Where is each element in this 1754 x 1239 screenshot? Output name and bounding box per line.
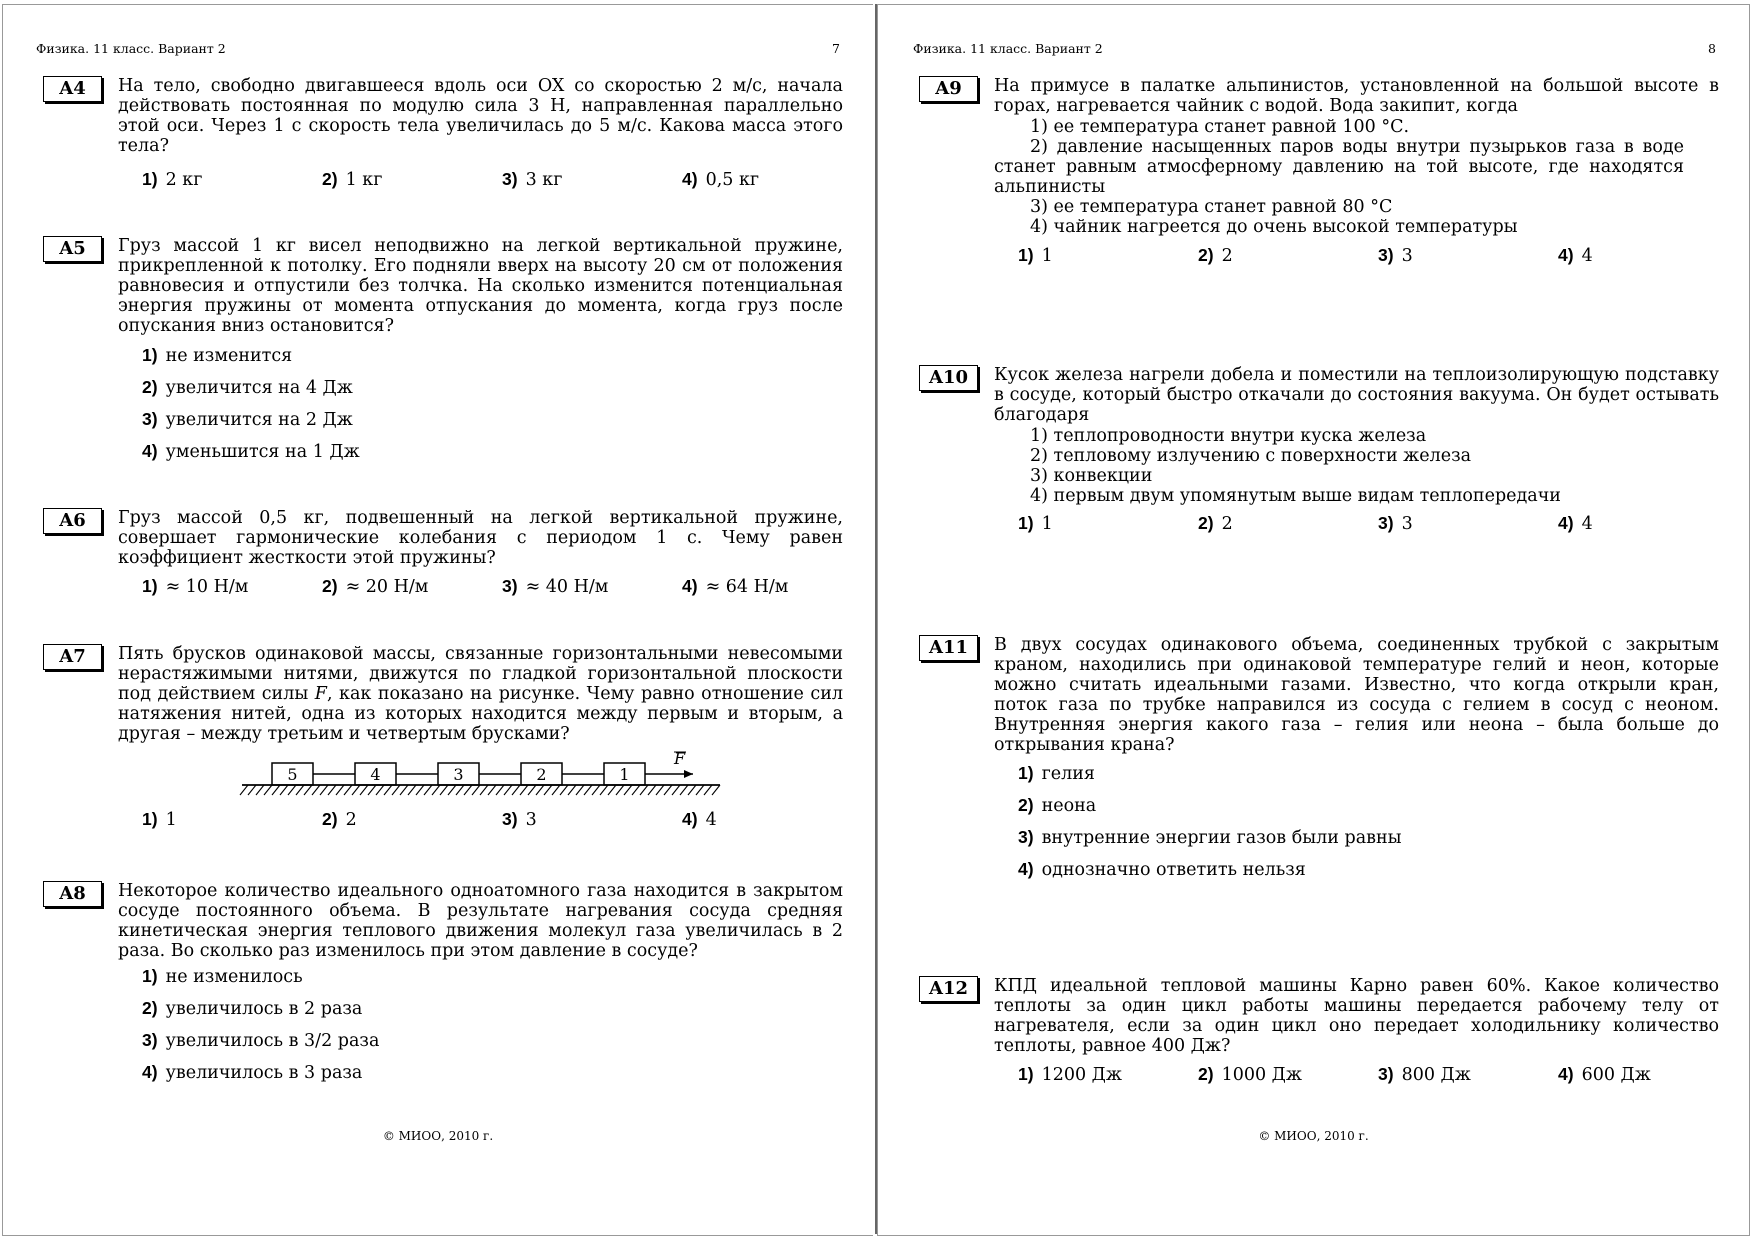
option-text: 3) ее температура станет равной 80 °С <box>1030 197 1393 217</box>
block-3 <box>438 763 479 785</box>
svg-text:5: 5 <box>287 765 298 784</box>
option-text: 1) теплопроводности внутри куска железа <box>1030 426 1427 446</box>
question-label: A6 <box>43 508 102 534</box>
answer-option[interactable]: 3) увеличилось в 3/2 раза <box>142 1030 380 1051</box>
block-1 <box>604 763 645 785</box>
answer-option[interactable]: 2) 1000 Дж <box>1198 1064 1302 1085</box>
question-label: A9 <box>919 76 978 102</box>
svg-text:F: F <box>674 750 686 768</box>
answer-option[interactable]: 1) не изменилось <box>142 966 303 987</box>
svg-text:2: 2 <box>536 765 547 784</box>
answer-option[interactable]: 2) ≈ 20 Н/м <box>322 576 429 597</box>
answer-option[interactable]: 2) 2 <box>1198 513 1233 534</box>
answer-option[interactable]: 4) 4 <box>682 809 717 830</box>
answer-option[interactable]: 2) увеличилось в 2 раза <box>142 998 363 1019</box>
block-5 <box>272 763 313 785</box>
answer-option[interactable]: 2) неона <box>1018 795 1097 816</box>
page-footer: © МИОО, 2010 г. <box>1258 1129 1369 1143</box>
answer-option[interactable]: 3) ≈ 40 Н/м <box>502 576 609 597</box>
question-text: Груз массой 1 кг висел неподвижно на легкой вертикальной пружине, прикрепленной к потолку. Его подняли вверх на высоту 20 см от положения равновесия и отпустили без толчка. На сколько изменится потенциальная энергия пружины от момента отпускания до момента, когда груз после опускания вниз остановится? <box>118 236 843 336</box>
answer-list-a8 <box>142 966 379 1094</box>
page-number: 8 <box>1708 41 1716 56</box>
question-text: Некоторое количество идеального одноатомного газа находится в закрытом сосуде постоянного объема. В результате нагревания сосуда средняя кинетическая энергия теплового движения молекул газа увеличилась в 2 раза. Во сколько раз изменилось при этом давление в сосуде? <box>118 881 843 961</box>
option-text: 2) давление насыщенных паров воды внутри пузырьков газа в воде станет равным атмосферному давлению на той высоте, где находятся альпинисты <box>994 137 1684 197</box>
question-label: A7 <box>43 644 102 670</box>
answer-list-a11 <box>1018 763 1402 891</box>
question-text: В двух сосудах одинакового объема, соединенных трубкой с закрытым краном, находились при одинаковой температуре гелий и неон, которые можно считать идеальными газами. Известно, что когда открыли кран, поток газа по трубке направился из сосуда с гелием в сосуд с неоном. Внутренняя энергия какого газа – гелия или неона – была больше до открывания крана? <box>994 635 1719 755</box>
answer-option[interactable]: 1) ≈ 10 Н/м <box>142 576 249 597</box>
answer-option[interactable]: 4) однозначно ответить нельзя <box>1018 859 1306 880</box>
question-text: Кусок железа нагрели добела и поместили на теплоизолирующую подставку в сосуде, который быстро откачали до состояния вакуума. Он будет остывать благодаря <box>994 365 1719 425</box>
svg-text:4: 4 <box>370 765 381 784</box>
answer-option[interactable]: 1) 1 <box>1018 245 1053 266</box>
question-label: A11 <box>919 635 978 661</box>
question-text: Пять брусков одинаковой массы, связанные горизонтальными невесомыми нерастяжимыми нитями, движутся по гладкой горизонтальной плоскости под действием силы F, как показано на рисунке. Чему равно отношение сил натяжения нитей, одна из которых находится между первым и вторым, а другая – между третьим и четвертым брусками? <box>118 644 843 744</box>
question-label: A4 <box>43 76 102 102</box>
question-text: Груз массой 0,5 кг, подвешенный на легкой вертикальной пружине, совершает гармонические колебания с периодом 1 с. Чему равен коэффициент жесткости этой пружины? <box>118 508 843 568</box>
answer-option[interactable]: 3) 3 <box>502 809 537 830</box>
page-number: 7 <box>832 41 840 56</box>
answer-option[interactable]: 1) гелия <box>1018 763 1095 784</box>
svg-text:1: 1 <box>619 765 630 784</box>
answer-option[interactable]: 2) 1 кг <box>322 169 383 190</box>
question-label: A5 <box>43 236 102 262</box>
options-a9 <box>994 117 1684 237</box>
question-text: На тело, свободно двигавшееся вдоль оси OX со скоростью 2 м/с, начала действовать постоянная по модулю сила 3 Н, направленная параллельно этой оси. Через 1 с скорость тела увеличилась до 5 м/с. Какова масса этого тела? <box>118 76 843 156</box>
answer-option[interactable]: 4) 600 Дж <box>1558 1064 1651 1085</box>
answer-option[interactable]: 3) 3 кг <box>502 169 563 190</box>
page-header-title: Физика. 11 класс. Вариант 2 <box>913 41 1103 56</box>
options-a10 <box>1030 426 1720 506</box>
answer-option[interactable]: 3) 3 <box>1378 245 1413 266</box>
question-text: На примусе в палатке альпинистов, установленной на большой высоте в горах, нагревается чайник с водой. Вода закипит, когда <box>994 76 1719 116</box>
option-text: 1) ее температура станет равной 100 °С. <box>1030 117 1410 137</box>
question-label: A12 <box>919 976 978 1002</box>
answer-option[interactable]: 2) 2 <box>1198 245 1233 266</box>
option-text: 4) чайник нагреется до очень высокой температуры <box>1030 217 1518 237</box>
svg-text:3: 3 <box>453 765 464 784</box>
left-page <box>2 4 873 1236</box>
answer-option[interactable]: 3) 3 <box>1378 513 1413 534</box>
answer-option[interactable]: 3) 800 Дж <box>1378 1064 1471 1085</box>
question-label: A8 <box>43 881 102 907</box>
answer-option[interactable]: 2) увеличится на 4 Дж <box>142 377 353 398</box>
page-footer: © МИОО, 2010 г. <box>382 1129 494 1143</box>
answer-option[interactable]: 2) 2 <box>322 809 357 830</box>
option-text: 3) конвекции <box>1030 466 1153 486</box>
option-text: 4) первым двум упомянутым выше видам теплопередачи <box>1030 486 1561 506</box>
answer-option[interactable]: 4) увеличилось в 3 раза <box>142 1062 363 1083</box>
answer-option[interactable]: 4) 0,5 кг <box>682 169 760 190</box>
right-page <box>877 4 1750 1236</box>
answer-option[interactable]: 4) 4 <box>1558 513 1593 534</box>
blocks-figure <box>238 750 723 800</box>
question-label: A10 <box>919 365 978 391</box>
answer-option[interactable]: 4) ≈ 64 Н/м <box>682 576 789 597</box>
answer-option[interactable]: 3) внутренние энергии газов были равны <box>1018 827 1402 848</box>
ground-hatching <box>240 785 720 795</box>
answer-option[interactable]: 1) 1 <box>1018 513 1053 534</box>
answer-option[interactable]: 4) 4 <box>1558 245 1593 266</box>
block-2 <box>521 763 562 785</box>
answer-option[interactable]: 4) уменьшится на 1 Дж <box>142 441 360 462</box>
answer-option[interactable]: 3) увеличится на 2 Дж <box>142 409 353 430</box>
answer-option[interactable]: 1) 1200 Дж <box>1018 1064 1122 1085</box>
question-text: КПД идеальной тепловой машины Карно равен 60%. Какое количество теплоты за один цикл работы машины передается рабочему телу от нагревателя, если за один цикл оно передает холодильнику количество теплоты, равное 400 Дж? <box>994 976 1719 1056</box>
force-arrow <box>645 750 693 778</box>
answer-option[interactable]: 1) не изменится <box>142 345 293 366</box>
answer-option[interactable]: 1) 1 <box>142 809 177 830</box>
page-header-title: Физика. 11 класс. Вариант 2 <box>36 41 226 56</box>
answer-option[interactable]: 1) 2 кг <box>142 169 203 190</box>
block-4 <box>355 763 396 785</box>
answer-list-a5 <box>142 345 360 473</box>
option-text: 2) тепловому излучению с поверхности железа <box>1030 446 1472 466</box>
